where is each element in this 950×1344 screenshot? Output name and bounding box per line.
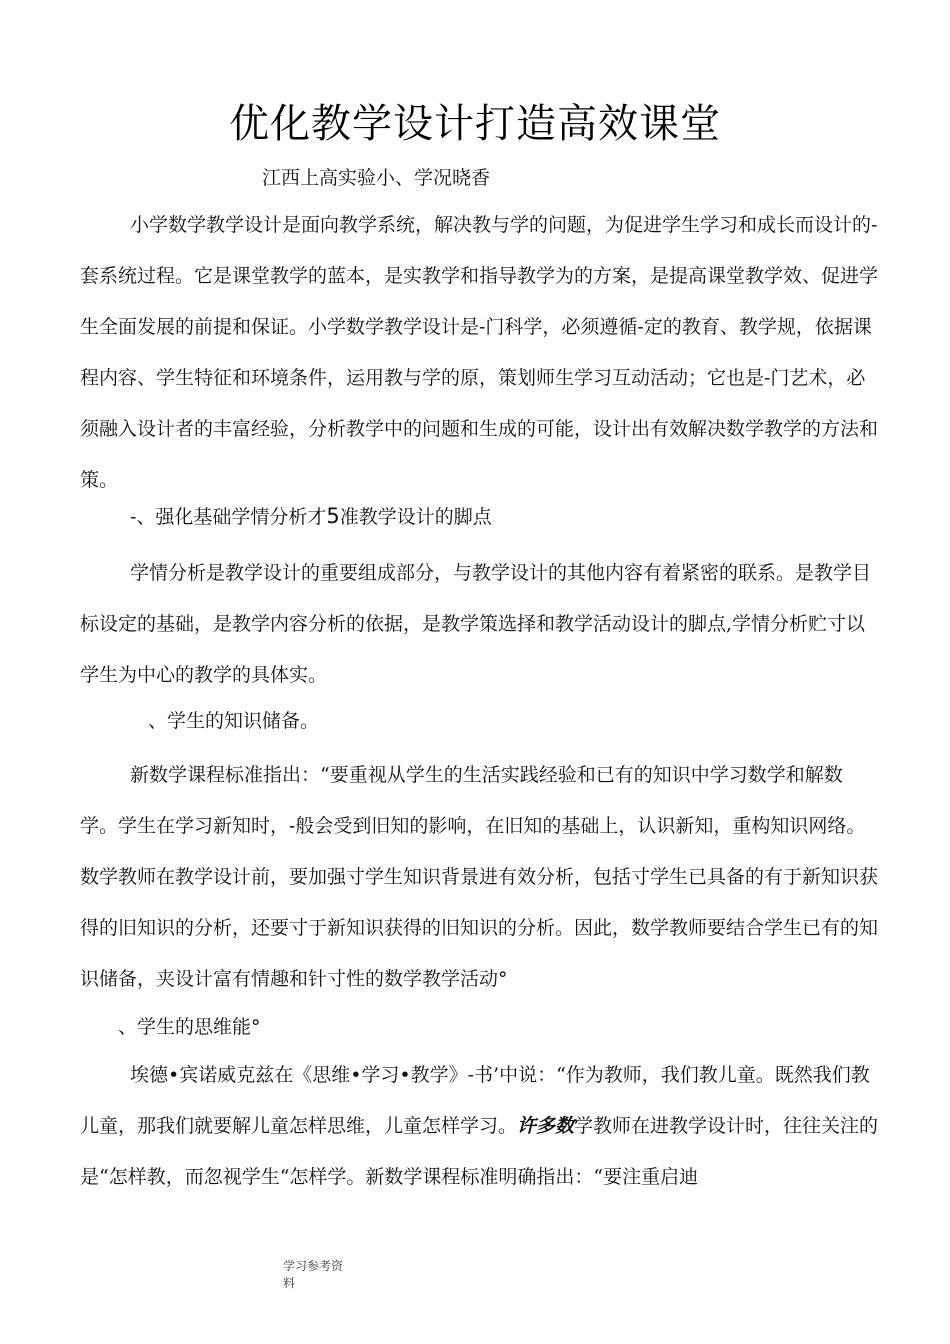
- section-heading-suffix: 准教学设计的脚点: [339, 506, 492, 528]
- intro-paragraph: 小学数学教学设计是面向教学系统，解决教与学的问题，为促进学生学习和成长而设计的-套系统过程。它是课堂教学的蓝本，是实教学和指导教学为的方案，是提高课堂教学效、促进学生全面发展的前提和保证。小学数学教学设计是-门科学，必须遵循-定的教育、教学规，依据课程内容、学生特征和环境条件，运用教与学的原，策划师生学习互动活动；它也是-门艺术，必须融入设计者的丰富经验，分析教学中的问题和生成的可能，设计出有效解决数学教学的方法和策。: [80, 214, 879, 491]
- section-heading-prefix: -、强化基础学情分析才: [130, 506, 327, 528]
- footer-line-2: 料: [283, 1276, 296, 1290]
- thinking-paragraph: [80, 1050, 880, 1203]
- thinking-text-part1: 埃德•宾诺威克兹在《思维•学习•教学》-书’中说：“作为教师，我们教儿童。既然我们教儿童，那我们就要解儿童怎样思维，儿童怎样学习。: [80, 1064, 870, 1137]
- footer-line-1: 学习参考资: [283, 1259, 344, 1273]
- subheading-knowledge: 、学生的知识储备。: [148, 710, 320, 732]
- author-line: 江西上高实验小、学况晓香: [262, 167, 491, 189]
- emphasized-text: 许多数: [517, 1115, 575, 1137]
- subheading-thinking: 、学生的思维能°: [118, 1016, 261, 1038]
- page-footer: [283, 1258, 343, 1292]
- section-heading-digit: 5: [326, 504, 340, 528]
- section-heading-1: [130, 502, 492, 529]
- document-title: 优化教学设计打造高效课堂: [229, 101, 721, 147]
- section1-paragraph: 学情分析是教学设计的重要组成部分，与教学设计的其他内容有着紧密的联系。是教学目标设定的基础，是教学内容分析的依据，是教学策选择和教学活动设计的脚点,学情分析贮寸以学生为中心的教学的具体实。: [80, 562, 872, 686]
- thinking-text-part2: 学教师在进教学设计时，往往关注的是“怎样教，而忽视学生“怎样学。新数学课程标准明确指出：“要注重启迪: [80, 1115, 879, 1188]
- knowledge-paragraph: 新数学课程标准指出：“要重视从学生的生活实践经验和已有的知识中学习数学和解数学。学生在学习新知时，-般会受到旧知的影响，在旧知的基础上，认识新知，重构知识网络。数学教师在教学设计前，要加强寸学生知识背景进有效分析，包括寸学生已具备的有于新知识获得的旧知识的分析，还要寸于新知识获得的旧知识的分析。因此，数学教师要结合学生已有的知识储备，夹设计富有情趣和针寸性的数学教学活动°: [80, 764, 879, 990]
